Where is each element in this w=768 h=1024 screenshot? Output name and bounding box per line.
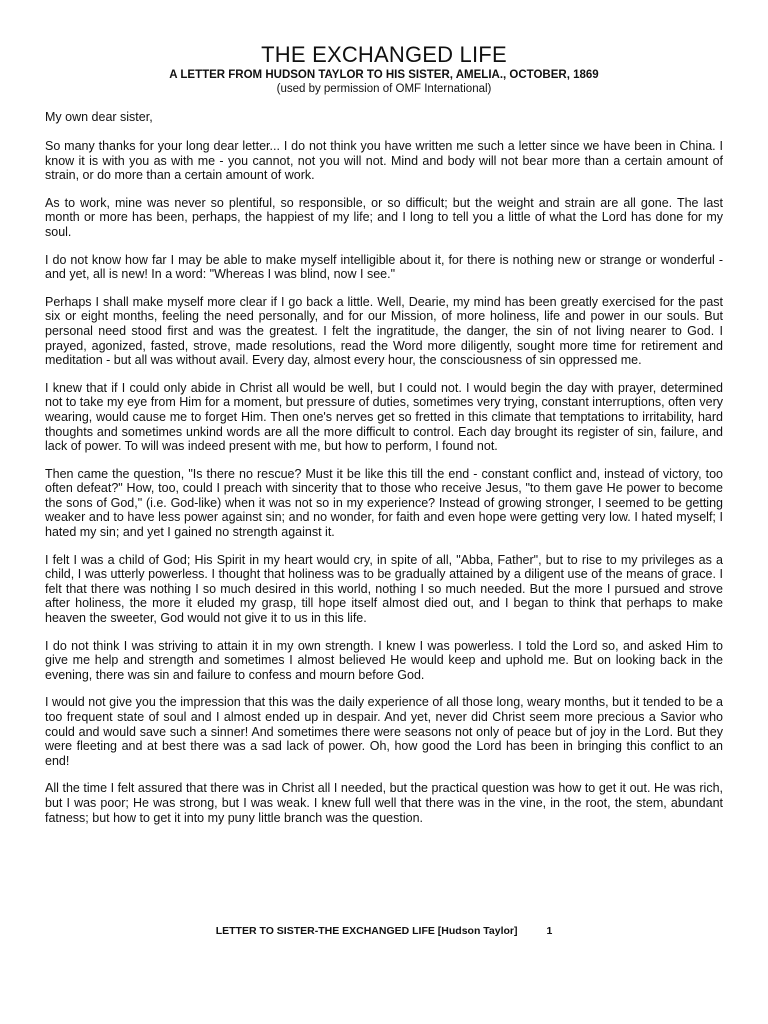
paragraph: So many thanks for your long dear letter... I do not think you have written me such a letter since we have been in China. I know it is with you as with me - you cannot, not you will not. Mind and body will not bear more than a certain amount of strain, or do more than a certain amount of work. <box>45 139 723 183</box>
document-subtitle: A LETTER FROM HUDSON TAYLOR TO HIS SISTER, AMELIA., OCTOBER, 1869 <box>169 69 599 81</box>
salutation: My own dear sister, <box>45 110 153 124</box>
paragraph: I do not think I was striving to attain it in my own strength. I knew I was powerless. I told the Lord so, and asked Him to give me help and strength and sometimes I almost believed He would keep and uphold me. But on looking back in the evening, there was sin and failure to confess and mourn before God. <box>45 638 723 682</box>
paragraph: I felt I was a child of God; His Spirit in my heart would cry, in spite of all, "Abba, Father", but to rise to my privileges as a child, I was utterly powerless. I thought that holiness was to be gradually attained by a diligent use of the means of grace. I felt that there was nothing I so much desired in this world, nothing I so much needed. But the more I pursued and strove after holiness, the more it eluded my grasp, till hope itself almost died out, and I began to think that perhaps to make heaven the sweeter, God would not give it to us in this life. <box>45 552 723 626</box>
paragraph: Perhaps I shall make myself more clear if I go back a little. Well, Dearie, my mind has been greatly exercised for the past six or eight months, feeling the need personally, and for our Mission, of more holiness, life and power in our souls. But personal need stood first and was the greatest. I felt the ingratitude, the danger, the sin of not living nearer to God. I prayed, agonized, fasted, strove, made resolutions, read the Word more diligently, sought more time for retirement and meditation - but all was without avail. Every day, almost every hour, the consciousness of sin oppressed me. <box>45 294 723 368</box>
paragraph: As to work, mine was never so plentiful, so responsible, or so difficult; but the weight and strain are all gone. The last month or more has been, perhaps, the happiest of my life; and I long to tell you a little of what the Lord has done for my soul. <box>45 195 723 239</box>
document-page <box>45 42 723 838</box>
paragraph: I knew that if I could only abide in Christ all would be well, but I could not. I would begin the day with prayer, determined not to take my eye from Him for a moment, but pressure of duties, sometimes very trying, constant interruptions, often very wearing, would cause me to forget Him. Then one's nerves get so fretted in this climate that temptations to irritability, hard thoughts and sometimes unkind words are all the more difficult to control. Each day brought its register of sin, failure, and lack of power. To will was indeed present with me, but how to perform, I found not. <box>45 380 723 454</box>
footer-text: LETTER TO SISTER-THE EXCHANGED LIFE [Hudson Taylor] <box>215 925 518 937</box>
paragraph: I do not know how far I may be able to make myself intelligible about it, for there is nothing new or strange or wonderful - and yet, all is new! In a word: "Whereas I was blind, now I see." <box>45 252 723 282</box>
page-number: 1 <box>546 925 553 937</box>
page-footer <box>0 925 768 938</box>
permission-note: (used by permission of OMF International) <box>276 83 492 95</box>
paragraph: Then came the question, "Is there no rescue? Must it be like this till the end - constant conflict and, instead of victory, too often defeat?" How, too, could I preach with sincerity that to those who receive Jesus, "to them gave He power to become the sons of God," (i.e. God-like) when it was not so in my experience? Instead of growing stronger, I seemed to be getting weaker and to have less power against sin; and no wonder, for faith and even hope were getting very low. I hated myself; I hated my sin; and yet I gained no strength against it. <box>45 466 723 540</box>
document-title: THE EXCHANGED LIFE <box>261 42 507 67</box>
paragraph: All the time I felt assured that there was in Christ all I needed, but the practical question was how to get it out. He was rich, but I was poor; He was strong, but I was weak. I knew full well that there was in the vine, in the root, the stem, abundant fatness; but how to get it into my puny little branch was the question. <box>45 781 723 825</box>
paragraph: I would not give you the impression that this was the daily experience of all those long, weary months, but it tended to be a too frequent state of soul and I almost ended up in despair. And yet, never did Christ seem more precious a Savior who could and would save such a sinner! And sometimes there were seasons not only of peace but of joy in the Lord. But they were fleeting and at best there was a sad lack of power. Oh, how good the Lord has been in bringing this conflict to an end! <box>45 695 723 768</box>
